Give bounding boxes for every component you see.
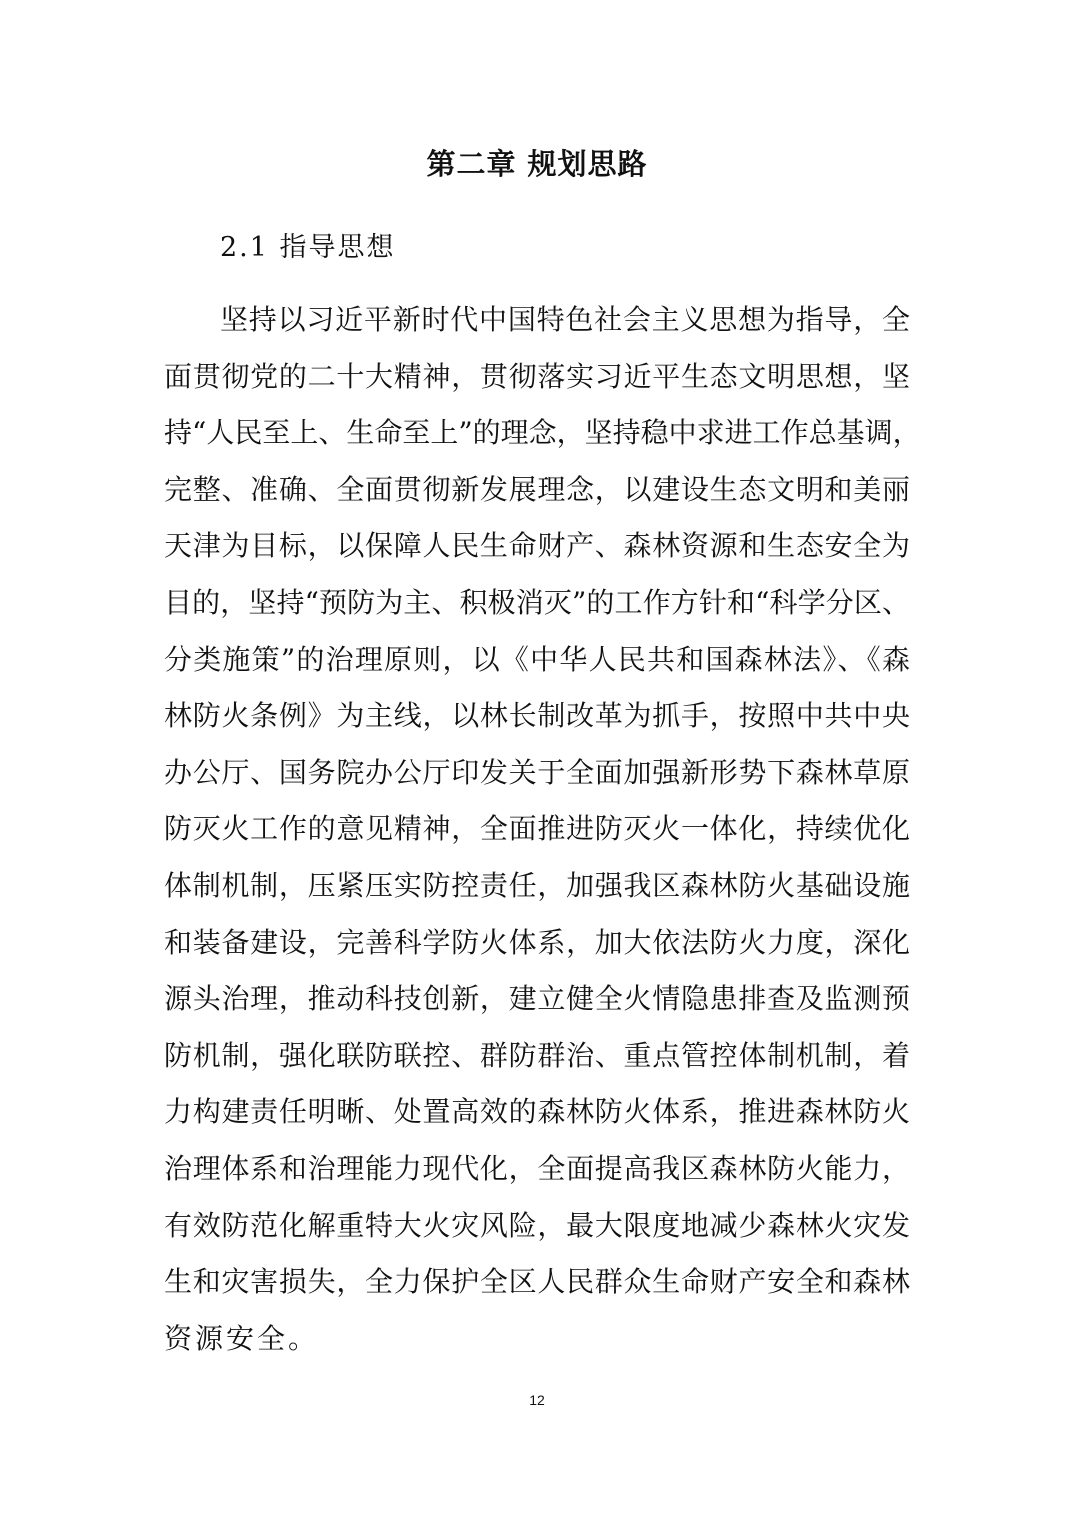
paragraph-line: 生和灾害损失，全力保护全区人民群众生命财产安全和森林 (164, 1265, 910, 1299)
paragraph-line: 办公厅、国务院办公厅印发关于全面加强新形势下森林草原 (164, 755, 910, 789)
paragraph-line: 分类施策”的治理原则，以《中华人民共和国森林法》、《森 (164, 642, 910, 676)
paragraph-line: 体制机制，压紧压实防控责任，加强我区森林防火基础设施 (164, 868, 910, 902)
section-heading: 2.1 指导思想 (220, 232, 396, 263)
paragraph-line: 完整、准确、全面贯彻新发展理念，以建设生态文明和美丽 (164, 472, 910, 506)
paragraph-line: 天津为目标，以保障人民生命财产、森林资源和生态安全为 (164, 529, 910, 563)
page-number: 12 (529, 1392, 545, 1408)
paragraph-line: 和装备建设，完善科学防火体系，加大依法防火力度，深化 (164, 925, 910, 959)
paragraph-line: 治理体系和治理能力现代化，全面提高我区森林防火能力， (164, 1151, 910, 1185)
paragraph-line: 林防火条例》为主线，以林长制改革为抓手，按照中共中央 (164, 699, 910, 733)
paragraph-line: 防机制，强化联防联控、群防群治、重点管控体制机制，着 (164, 1038, 910, 1072)
paragraph-line: 有效防范化解重特大火灾风险，最大限度地减少森林火灾发 (164, 1208, 910, 1242)
paragraph-line: 目的，坚持“预防为主、积极消灭”的工作方针和“科学分区、 (164, 585, 910, 619)
paragraph-line: 源头治理，推动科技创新，建立健全火情隐患排查及监测预 (164, 982, 910, 1016)
paragraph-line: 面贯彻党的二十大精神，贯彻落实习近平生态文明思想，坚 (164, 359, 910, 393)
paragraph-line: 坚持以习近平新时代中国特色社会主义思想为指导，全 (220, 303, 910, 336)
paragraph-line: 持“人民至上、生命至上”的理念，坚持稳中求进工作总基调， (164, 416, 921, 450)
body-paragraph (164, 292, 921, 1367)
paragraph-line: 资源安全。 (164, 1321, 320, 1355)
chapter-title: 第二章 规划思路 (426, 147, 648, 181)
paragraph-line: 防灭火工作的意见精神，全面推进防灭火一体化，持续优化 (164, 812, 910, 846)
paragraph-line: 力构建责任明晰、处置高效的森林防火体系，推进森林防火 (164, 1095, 910, 1129)
